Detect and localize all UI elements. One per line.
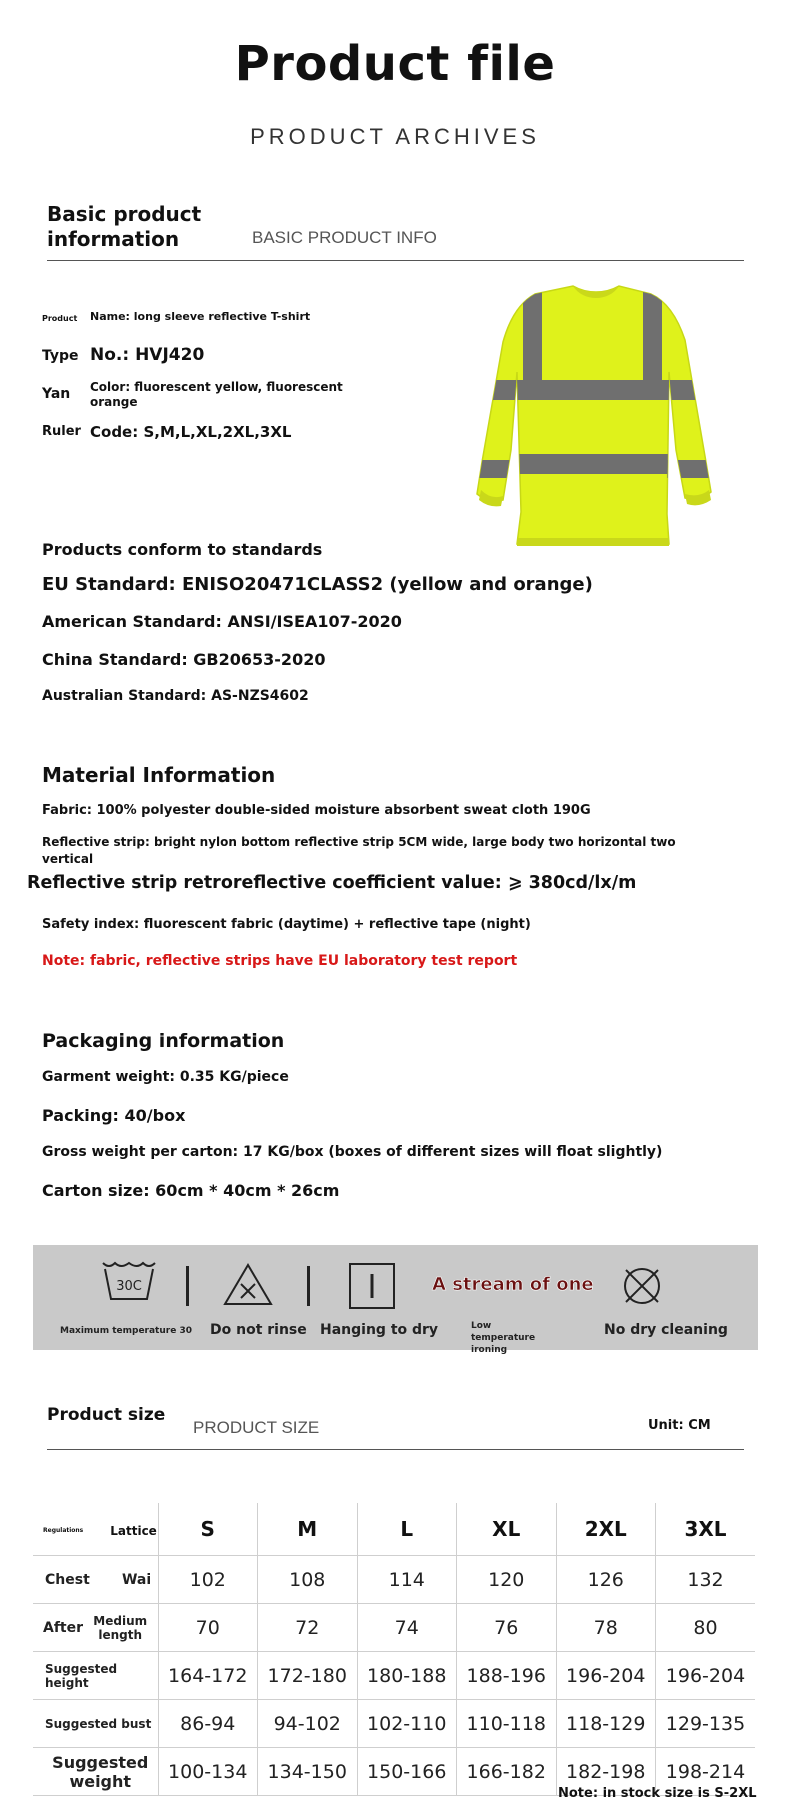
basic-row-label: Yan [42, 386, 71, 402]
table-row [33, 1700, 755, 1748]
product-color: Color: fluorescent yellow, fluorescent orange [90, 380, 343, 409]
packaging-item: Garment weight: 0.35 KG/piece [42, 1069, 289, 1085]
standard-item: China Standard: GB20653-2020 [42, 650, 326, 669]
packaging-item: Packing: 40/box [42, 1106, 186, 1125]
size-corner: Regulations Lattice [33, 1503, 158, 1556]
table-cell: 86-94 [158, 1700, 258, 1748]
table-cell: 100-134 [158, 1748, 258, 1796]
row-header: Suggested height [33, 1652, 158, 1700]
care-separator [186, 1266, 189, 1306]
table-cell: 118-129 [556, 1700, 656, 1748]
table-row [33, 1604, 755, 1652]
row-header: Suggested weight [33, 1748, 158, 1796]
care-caption: Do not rinse [210, 1322, 307, 1338]
no-dry-clean-icon [620, 1264, 664, 1308]
reflective-tshirt-image [455, 280, 725, 562]
size-unit: Unit: CM [648, 1418, 711, 1433]
table-cell: 80 [656, 1604, 756, 1652]
table-cell: 188-196 [457, 1652, 557, 1700]
material-note: Note: fabric, reflective strips have EU laboratory test report [42, 953, 518, 969]
table-cell: 102 [158, 1556, 258, 1604]
size-heading: Product size [47, 1405, 166, 1425]
basic-row-label: Ruler [42, 424, 81, 439]
table-cell: 72 [258, 1604, 358, 1652]
wash-temp-label: 30C [116, 1279, 142, 1294]
size-col-header: 3XL [656, 1503, 756, 1556]
table-cell: 198-214 [656, 1748, 756, 1796]
standards-heading: Products conform to standards [42, 540, 323, 559]
table-cell: 108 [258, 1556, 358, 1604]
care-caption: Low temperature ironing [471, 1321, 536, 1355]
wash-30-icon [101, 1259, 157, 1303]
size-col-header: 2XL [556, 1503, 656, 1556]
size-col-header: L [357, 1503, 457, 1556]
table-cell: 180-188 [357, 1652, 457, 1700]
table-cell: 129-135 [656, 1700, 756, 1748]
material-fabric: Fabric: 100% polyester double-sided moisture absorbent sweat cloth 190G [42, 803, 591, 818]
table-cell: 110-118 [457, 1700, 557, 1748]
table-cell: 114 [357, 1556, 457, 1604]
product-name: Name: long sleeve reflective T-shirt [90, 310, 311, 323]
size-table [33, 1503, 755, 1796]
table-cell: 150-166 [357, 1748, 457, 1796]
table-cell: 74 [357, 1604, 457, 1652]
page-subtitle: PRODUCT ARCHIVES [250, 124, 540, 149]
care-separator [307, 1266, 310, 1306]
low-iron-icon: A stream of one [432, 1274, 594, 1295]
standard-item: Australian Standard: AS-NZS4602 [42, 688, 309, 704]
table-cell: 196-204 [556, 1652, 656, 1700]
table-cell: 94-102 [258, 1700, 358, 1748]
no-bleach-icon [222, 1262, 274, 1308]
table-cell: 102-110 [357, 1700, 457, 1748]
basic-row-label: Type [42, 348, 79, 364]
standard-item: American Standard: ANSI/ISEA107-2020 [42, 612, 402, 631]
material-safety: Safety index: fluorescent fabric (daytime) + reflective tape (night) [42, 917, 531, 932]
care-caption: Maximum temperature 30 [60, 1326, 192, 1336]
basic-info-heading-en: BASIC PRODUCT INFO [252, 228, 437, 247]
care-caption: Hanging to dry [320, 1322, 439, 1338]
table-cell: 70 [158, 1604, 258, 1652]
size-col-header: XL [457, 1503, 557, 1556]
table-cell: 196-204 [656, 1652, 756, 1700]
size-note: Note: in stock size is S-2XL [558, 1786, 757, 1801]
material-strip: Reflective strip: bright nylon bottom reflective strip 5CM wide, large body two horizontal two vertical [42, 835, 676, 866]
basic-row-label: Product [42, 314, 78, 323]
table-row [33, 1556, 755, 1604]
basic-info-divider [47, 260, 744, 261]
table-cell: 76 [457, 1604, 557, 1652]
table-cell: 120 [457, 1556, 557, 1604]
table-cell: 166-182 [457, 1748, 557, 1796]
row-header: After Medium length [33, 1604, 158, 1652]
product-sizes: Code: S,M,L,XL,2XL,3XL [90, 423, 292, 441]
packaging-item: Carton size: 60cm * 40cm * 26cm [42, 1181, 340, 1200]
hang-dry-icon [348, 1262, 396, 1310]
product-number: No.: HVJ420 [90, 345, 205, 365]
row-header: Chest Wai [33, 1556, 158, 1604]
standard-item: EU Standard: ENISO20471CLASS2 (yellow and orange) [42, 574, 593, 595]
size-divider [47, 1449, 744, 1450]
table-row [33, 1652, 755, 1700]
size-heading-en: PRODUCT SIZE [193, 1418, 320, 1437]
table-cell: 126 [556, 1556, 656, 1604]
packaging-item: Gross weight per carton: 17 KG/box (boxes of different sizes will float slightly) [42, 1144, 663, 1160]
page-title: Product file [234, 36, 556, 92]
material-heading: Material Information [42, 763, 276, 787]
size-header-row [33, 1503, 755, 1556]
size-col-header: M [258, 1503, 358, 1556]
care-caption: No dry cleaning [604, 1322, 728, 1338]
packaging-heading: Packaging information [42, 1030, 285, 1052]
table-cell: 182-198 [556, 1748, 656, 1796]
basic-info-heading: Basic product information [47, 202, 202, 251]
table-cell: 172-180 [258, 1652, 358, 1700]
table-cell: 132 [656, 1556, 756, 1604]
material-coefficient: Reflective strip retroreflective coefficient value: ⩾ 380cd/lx/m [27, 873, 637, 893]
row-header: Suggested bust [33, 1700, 158, 1748]
table-cell: 78 [556, 1604, 656, 1652]
size-col-header: S [158, 1503, 258, 1556]
table-cell: 134-150 [258, 1748, 358, 1796]
table-cell: 164-172 [158, 1652, 258, 1700]
